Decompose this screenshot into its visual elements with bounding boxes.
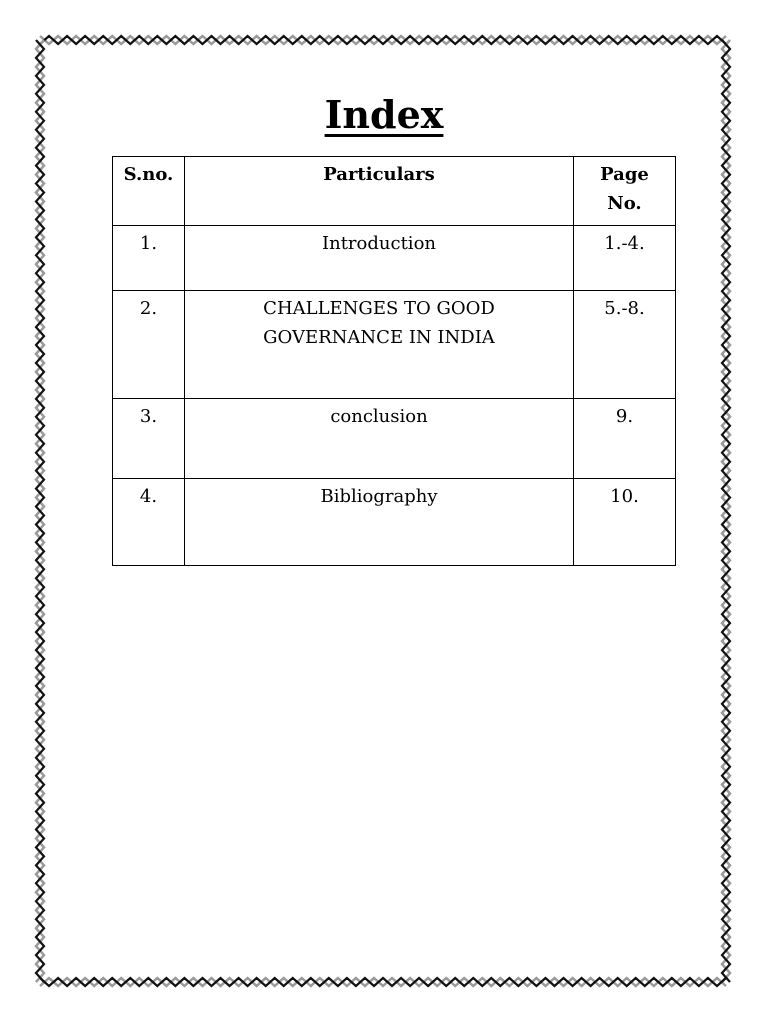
row-particulars: conclusion bbox=[185, 399, 574, 479]
row-particulars-line1: CHALLENGES TO GOOD bbox=[263, 298, 495, 319]
table-row bbox=[113, 291, 676, 399]
row-sno: 4. bbox=[113, 479, 185, 566]
row-particulars: Bibliography bbox=[185, 479, 574, 566]
header-sno: S.no. bbox=[113, 157, 185, 226]
header-page-no bbox=[574, 157, 676, 226]
table-header-row bbox=[113, 157, 676, 226]
row-page: 9. bbox=[574, 399, 676, 479]
row-page: 5.-8. bbox=[574, 291, 676, 399]
row-sno: 2. bbox=[113, 291, 185, 399]
row-particulars bbox=[185, 291, 574, 399]
row-sno: 3. bbox=[113, 399, 185, 479]
table-row bbox=[113, 479, 676, 566]
table-row bbox=[113, 399, 676, 479]
table-row bbox=[113, 226, 676, 291]
header-page-line1: Page bbox=[600, 164, 649, 185]
header-particulars: Particulars bbox=[185, 157, 574, 226]
header-page-line2: No. bbox=[607, 193, 642, 214]
row-page: 1.-4. bbox=[574, 226, 676, 291]
row-particulars-line2: GOVERNANCE IN INDIA bbox=[263, 327, 495, 348]
row-page: 10. bbox=[574, 479, 676, 566]
page-title: Index bbox=[324, 92, 444, 137]
row-sno: 1. bbox=[113, 226, 185, 291]
index-table bbox=[112, 156, 676, 566]
row-particulars: Introduction bbox=[185, 226, 574, 291]
